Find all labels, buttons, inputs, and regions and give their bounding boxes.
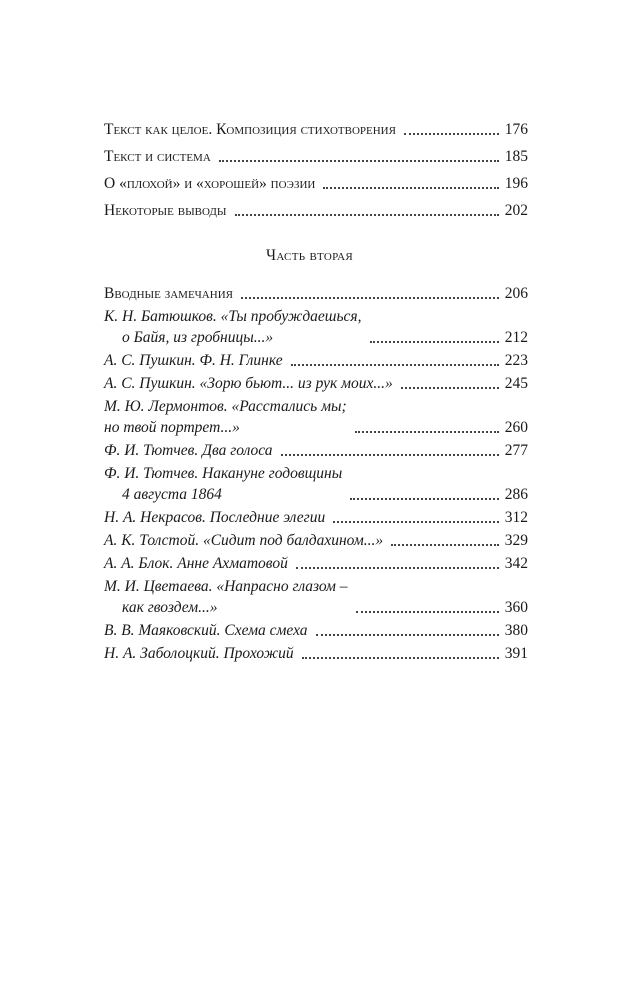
- toc-entry[interactable]: [104, 306, 528, 348]
- part-two-heading: Часть вторая: [265, 247, 354, 264]
- dot-leader: [356, 611, 499, 613]
- dot-leader: [333, 521, 499, 523]
- toc-entry-title: Текст как целое. Композиция стихотворения: [104, 121, 396, 138]
- toc-entry-title: А. К. Толстой. «Сидит под балдахином...»: [104, 532, 384, 549]
- toc-entry-page: 286: [504, 486, 528, 503]
- toc-entry-page: 329: [504, 532, 528, 549]
- dot-leader: [316, 634, 499, 636]
- toc-entry[interactable]: [104, 463, 528, 505]
- dot-leader: [296, 567, 499, 569]
- toc-entry[interactable]: [104, 507, 528, 528]
- dot-leader: [401, 387, 499, 389]
- toc-entry[interactable]: [104, 440, 528, 461]
- toc-entry-title: Текст и система: [104, 148, 211, 165]
- toc-entry[interactable]: [104, 200, 528, 221]
- toc-entry-title: О «плохой» и «хорошей» поэзии: [104, 175, 316, 192]
- dot-leader: [281, 454, 499, 456]
- toc-entry[interactable]: [104, 576, 528, 618]
- dot-leader: [355, 431, 499, 433]
- dot-leader: [323, 187, 498, 189]
- toc-entry-title: А. С. Пушкин. «Зорю бьют... из рук моих...»: [104, 375, 393, 392]
- toc-entry-page: 260: [504, 419, 528, 436]
- toc-entry-page: 206: [504, 285, 528, 302]
- toc-entry-page: 380: [504, 622, 528, 639]
- toc-entry[interactable]: [104, 173, 528, 194]
- toc-entry-page: 223: [504, 352, 528, 369]
- toc-entry[interactable]: [104, 553, 528, 574]
- toc-entry-page: 245: [504, 375, 528, 392]
- toc-entry-page: 342: [504, 555, 528, 572]
- dot-leader: [219, 160, 499, 162]
- toc-entry-page: 176: [504, 121, 528, 138]
- toc-entry-page: 196: [504, 175, 528, 192]
- toc-entry[interactable]: [104, 373, 528, 394]
- dot-leader: [241, 297, 499, 299]
- toc-entry-title: А. С. Пушкин. Ф. Н. Глинке: [104, 352, 283, 369]
- toc-entry-page: 185: [504, 148, 528, 165]
- toc-entry-page: 212: [504, 329, 528, 346]
- dot-leader: [302, 657, 499, 659]
- dot-leader: [235, 214, 499, 216]
- toc-entry-title: Ф. И. Тютчев. Два голоса: [104, 442, 273, 459]
- toc-entry[interactable]: [104, 350, 528, 371]
- dot-leader: [404, 133, 499, 135]
- toc-entry-title: М. И. Цветаева. «Напрасно глазом – как гвоздем...»: [104, 578, 348, 616]
- toc-entry-title: Некоторые выводы: [104, 202, 227, 219]
- toc-entry-title: Вводные замечания: [104, 285, 233, 302]
- toc-first-section: [104, 119, 528, 227]
- toc-entry-page: 202: [504, 202, 528, 219]
- dot-leader: [350, 498, 499, 500]
- toc-entry-title: А. А. Блок. Анне Ахматовой: [104, 555, 288, 572]
- toc-part-two: [104, 283, 528, 666]
- dot-leader: [370, 341, 499, 343]
- toc-entry-title: К. Н. Батюшков. «Ты пробуждаешься, о Байя, из гробницы...»: [104, 308, 362, 346]
- dot-leader: [391, 544, 499, 546]
- toc-entry-page: 360: [504, 599, 528, 616]
- toc-entry-title: Н. А. Некрасов. Последние элегии: [104, 509, 326, 526]
- toc-entry[interactable]: [104, 643, 528, 664]
- toc-entry-intro[interactable]: [104, 283, 528, 304]
- toc-entry-title: Ф. И. Тютчев. Накануне годовщины 4 августа 1864: [104, 465, 343, 503]
- dot-leader: [291, 364, 499, 366]
- toc-entry-page: 277: [504, 442, 528, 459]
- toc-entry-title: Н. А. Заболоцкий. Прохожий: [104, 645, 294, 662]
- toc-entry[interactable]: [104, 620, 528, 641]
- toc-entry[interactable]: [104, 530, 528, 551]
- toc-entry[interactable]: [104, 396, 528, 438]
- toc-entry[interactable]: [104, 146, 528, 167]
- toc-entry-title: М. Ю. Лермонтов. «Расстались мы; но твой портрет...»: [104, 398, 347, 436]
- toc-entry-title: В. В. Маяковский. Схема смеха: [104, 622, 308, 639]
- toc-entry-page: 312: [504, 509, 528, 526]
- toc-entry-page: 391: [504, 645, 528, 662]
- toc-entry[interactable]: [104, 119, 528, 140]
